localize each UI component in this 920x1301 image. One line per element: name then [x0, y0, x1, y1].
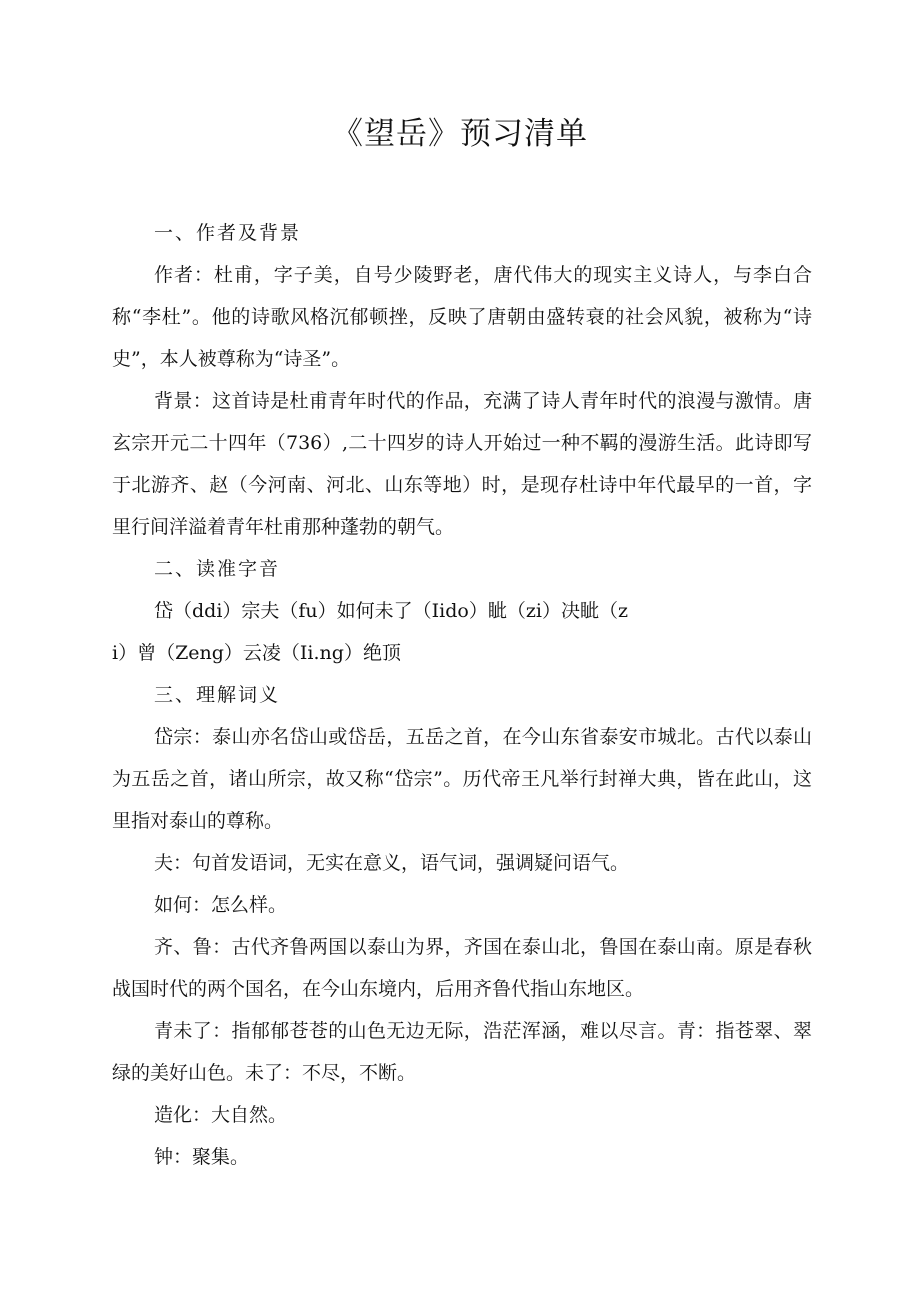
definition-ruhe: 如何：怎么样。 [154, 894, 288, 916]
section-heading-word-meaning: 三、理解词义 [154, 684, 281, 706]
paragraph-background: 背景：这首诗是杜甫青年时代的作品，充满了诗人青年时代的浪漫与激情。唐玄宗开元二十四年（736）,二十四岁的诗人开始过一种不羁的漫游生活。此诗即写于北游齐、赵（今河南、河北、山东等地）时，是现存杜诗中年代最早的一首，字里行间洋溢着青年杜甫那种蓬勃的朝气。 [112, 390, 812, 538]
pronunciation-line-2: i）曾（Zeng）云凌（Ii.ng）绝顶 [112, 642, 401, 664]
pronunciation-line-1: 岱（ddi）宗夫（fu）如何未了（Iido）眦（zi）决眦（z [154, 600, 628, 622]
section-heading-author-background: 一、作者及背景 [154, 222, 302, 244]
page-title: 《望岳》预习清单 [332, 116, 588, 152]
document-body [112, 212, 812, 1178]
paragraph-pronunciation [112, 590, 812, 674]
definition-fu: 夫：句首发语词，无实在意义，语气词，强调疑问语气。 [154, 852, 630, 874]
definition-qilu: 齐、鲁：古代齐鲁两国以泰山为界，齐国在泰山北，鲁国在泰山南。原是春秋战国时代的两个国名，在今山东境内，后用齐鲁代指山东地区。 [112, 936, 812, 1000]
definition-zhong: 钟：聚集。 [154, 1146, 250, 1168]
section-heading-pronunciation: 二、读准字音 [154, 558, 281, 580]
definition-qingweiliao: 青未了：指郁郁苍苍的山色无边无际，浩茫浑涵，难以尽言。青：指苍翠、翠绿的美好山色。未了：不尽，不断。 [112, 1020, 812, 1084]
definition-daizong: 岱宗：泰山亦名岱山或岱岳，五岳之首，在今山东省泰安市城北。古代以泰山为五岳之首，诸山所宗，故又称“岱宗”。历代帝王凡举行封禅大典，皆在此山，这里指对泰山的尊称。 [112, 726, 812, 832]
paragraph-author: 作者：杜甫，字子美，自号少陵野老，唐代伟大的现实主义诗人，与李白合称“李杜”。他的诗歌风格沉郁顿挫，反映了唐朝由盛转衰的社会风貌，被称为“诗史”，本人被尊称为“诗圣”。 [112, 264, 812, 370]
definition-zaohua: 造化：大自然。 [154, 1104, 288, 1126]
